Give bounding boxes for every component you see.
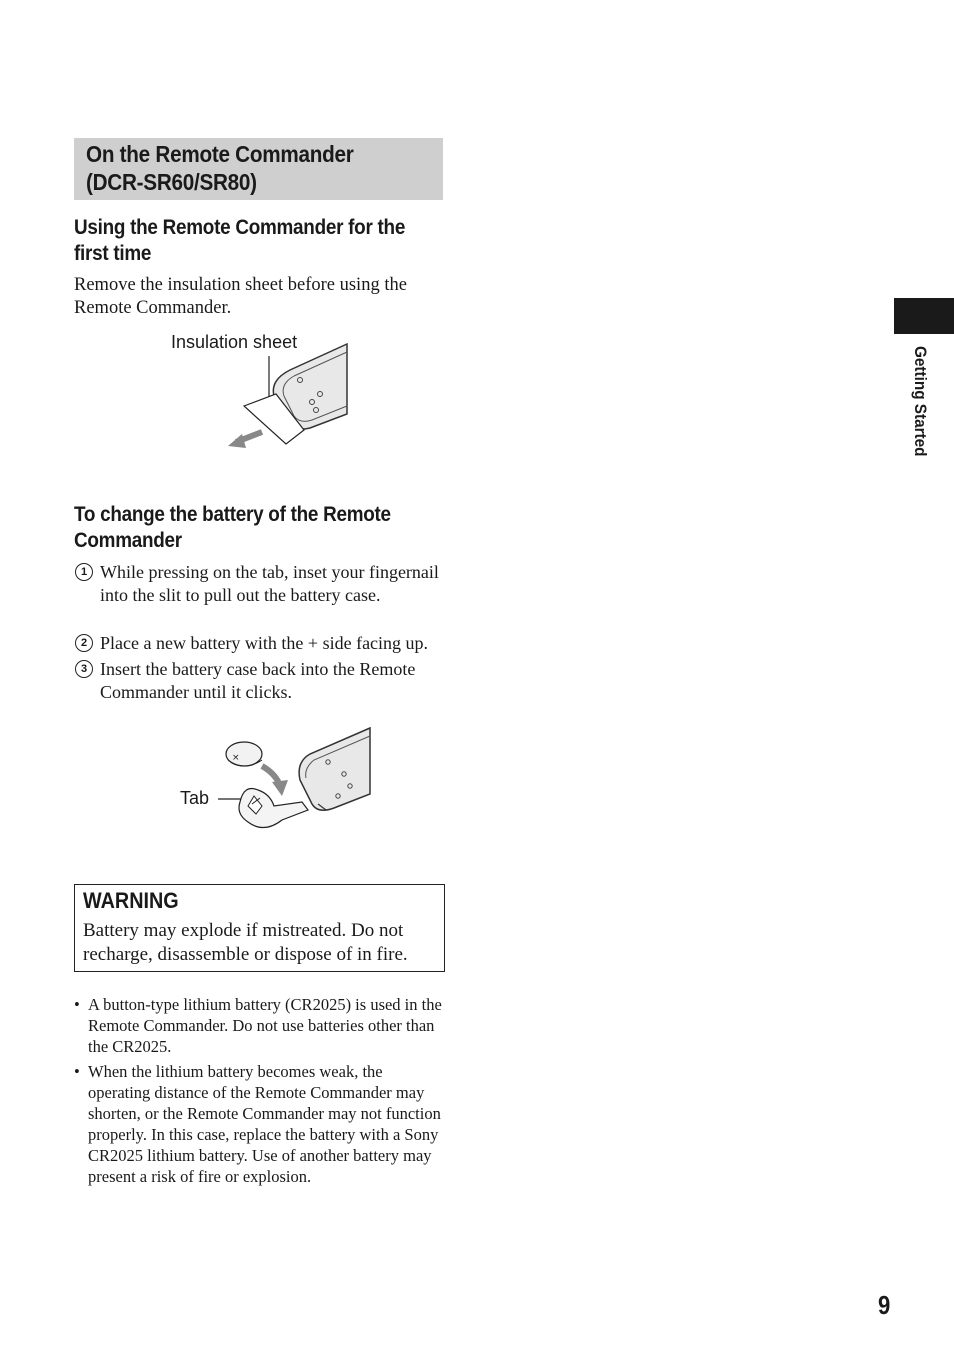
section-title: [86, 140, 354, 196]
step-number-2: 2: [75, 634, 93, 652]
battery-case-illustration: [178, 724, 374, 836]
section-header: [74, 138, 443, 200]
note-2-text: When the lithium battery becomes weak, the operating distance of the Remote Commander may shorten, or the Remote Commander may not function properly. In this case, replace the battery with a Sony CR2025 lithium battery. Use of another battery may present a risk of fire or explosion.: [88, 1062, 441, 1186]
battery-change-heading: [74, 502, 391, 554]
battery-change-heading-line2: Commander: [74, 529, 182, 552]
step-1: [74, 561, 446, 607]
section-title-line1: On the Remote Commander: [86, 141, 354, 167]
chapter-tab-label: [910, 346, 932, 486]
step-1-text: While pressing on the tab, inset your fingernail into the slit to pull out the battery case.: [100, 562, 439, 605]
step-3-text: Insert the battery case back into the Remote Commander until it clicks.: [100, 659, 416, 702]
step-number-1: 1: [75, 563, 93, 581]
note-item: [74, 1061, 446, 1187]
battery-change-figure: [178, 724, 374, 836]
bullet-icon: •: [74, 1062, 80, 1081]
step-2-text: Place a new battery with the + side facing up.: [100, 633, 429, 653]
warning-box: [74, 884, 445, 972]
page-number: 9: [878, 1290, 891, 1320]
note-item: [74, 994, 446, 1057]
first-use-heading-line1: Using the Remote Commander for the: [74, 216, 406, 239]
first-use-body: Remove the insulation sheet before using the Remote Commander.: [74, 275, 407, 318]
note-1-text: A button-type lithium battery (CR2025) is used in the Remote Commander. Do not use batteries other than the CR2025.: [88, 995, 442, 1056]
battery-change-heading-line1: To change the battery of the Remote: [74, 503, 391, 526]
chapter-tab-marker: [894, 298, 954, 334]
first-use-heading-line2: first time: [74, 242, 152, 265]
step-3: [74, 658, 446, 704]
step-2: [74, 632, 446, 655]
bullet-icon: •: [74, 995, 80, 1014]
warning-text: Battery may explode if mistreated. Do not recharge, disassemble or dispose of in fire.: [83, 920, 408, 965]
insulation-sheet-label: Insulation sheet: [171, 332, 298, 352]
chapter-tab-text: Getting Started: [911, 346, 930, 457]
svg-text:×: ×: [232, 753, 240, 763]
section-title-line2: (DCR-SR60/SR80): [86, 169, 257, 195]
tab-label: Tab: [180, 788, 210, 808]
insulation-sheet-figure: [170, 332, 350, 452]
warning-title: WARNING: [83, 888, 179, 913]
remote-with-sheet-illustration: [170, 332, 350, 452]
step-number-3: 3: [75, 660, 93, 678]
first-use-heading: [74, 215, 405, 267]
